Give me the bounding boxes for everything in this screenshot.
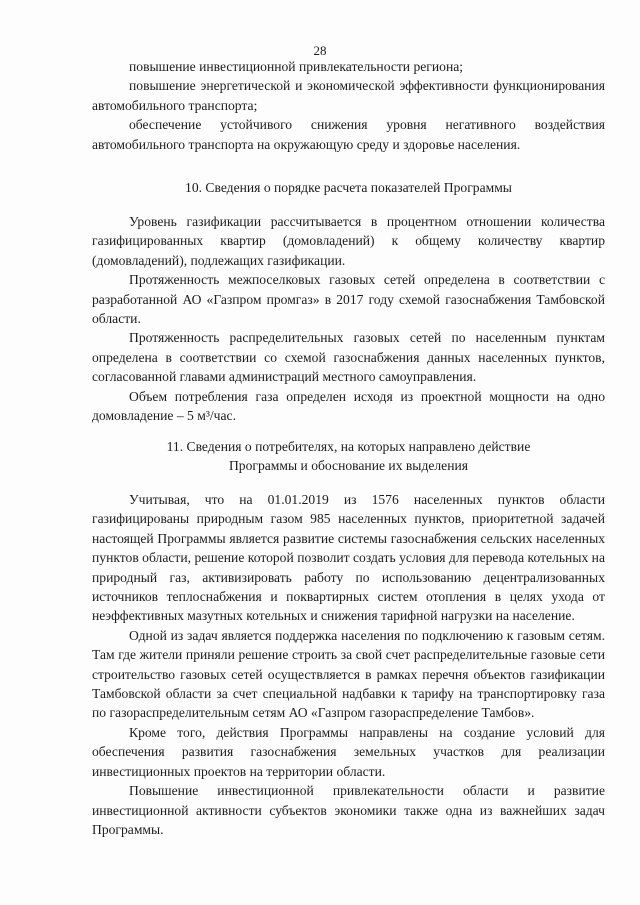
section-11-heading-wrap xyxy=(92,437,605,476)
paragraph: Протяженность распределительных газовых сетей по населенным пунктам определена в соответствии со схемой газоснабжения данных населенных пунктов, согласованной главами администраций местного самоуправления. xyxy=(92,330,605,385)
section-11-body xyxy=(92,490,605,839)
section-10-heading: 10. Сведения о порядке расчета показателей Программы xyxy=(185,180,512,195)
paragraph: Уровень газификации рассчитывается в процентном отношении количества газифицированных квартир (домовладений) к общему количеству квартир (домовладений), подлежащих газификации. xyxy=(92,214,605,268)
page-number: 28 xyxy=(313,43,327,58)
intro-item: повышение энергетической и экономической эффективности функционирования автомобильного транспорта; xyxy=(92,78,605,113)
intro-list xyxy=(92,57,605,154)
paragraph: Объем потребления газа определен исходя из проектной мощности на одно домовладение – 5 м³/час. xyxy=(92,388,605,424)
paragraph: Одной из задач является поддержка населения по подключению к газовым сетям. Там где жители приняли решение строить за свой счет распределительные газовые сети строительство газовых сетей осуществляется в рамках перечня объектов газификации Тамбовской области за счет специальной надбавки к тарифу на транспортировку газа по газораспределительным сетям АО «Газпром газораспределение Тамбов». xyxy=(92,627,605,721)
paragraph: Повышение инвестиционной привлекательности области и развитие инвестиционной активности субъектов экономики также одна из важнейших задач Программы. xyxy=(92,783,605,837)
section-10-body xyxy=(92,212,605,425)
intro-item: обеспечение устойчивого снижения уровня негативного воздействия автомобильного транспорта на окружающую среду и здоровье населения. xyxy=(92,117,605,152)
section-11-heading-line-1: 11. Сведения о потребителях, на которых направлено действие xyxy=(166,439,531,454)
paragraph: Протяженность межпоселковых газовых сетей определена в соответствии с разработанной АО «Газпром промгаз» в 2017 году схемой газоснабжения Тамбовской области. xyxy=(92,272,605,327)
paragraph: Кроме того, действия Программы направлены на создание условий для обеспечения развития газоснабжения земельных участков для реализации инвестиционных проектов на территории области. xyxy=(92,724,605,779)
intro-item: повышение инвестиционной привлекательности региона; xyxy=(129,59,464,74)
section-11-heading-line-2: Программы и обоснование их выделения xyxy=(228,458,469,474)
paragraph: Учитывая, что на 01.01.2019 из 1576 населенных пунктов области газифицированы природным газом 985 населенных пунктов, приоритетной задачей настоящей Программы является развитие системы газоснабжения сельских населенных пунктов области, решение которой позволит создать условия для перевода котельных на природный газ, активизировать работу по использованию децентрализованных источников теплоснабжения и поквартирных систем отопления в целях ухода от неэффективных мазутных котельных и снижения тарифной нагрузки на население. xyxy=(92,492,605,624)
section-10-heading-wrap xyxy=(92,178,605,197)
